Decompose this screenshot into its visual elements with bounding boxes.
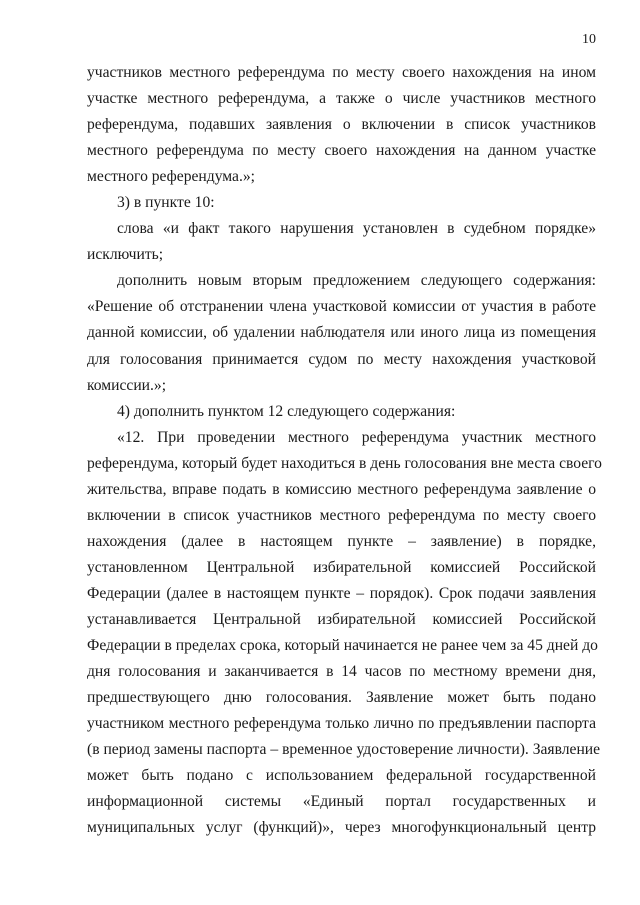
text-line: слова «и факт такого нарушения установлен в судебном порядке» — [117, 220, 596, 238]
text-line: жительства, вправе подать в комиссию местного референдума заявление о — [87, 480, 596, 498]
text-line: (в период замены паспорта – временное удостоверение личности). Заявление — [87, 741, 601, 759]
text-line: исключить; — [87, 246, 164, 264]
text-line: нахождения (далее в настоящем пункте – заявление) в порядке, — [87, 532, 596, 550]
text-line: «Решение об отстранении члена участковой комиссии от участия в работе — [87, 298, 596, 316]
text-line: референдума, подавших заявления о включении в список участников — [87, 116, 596, 134]
text-line: включении в список участников местного референдума по месту своего — [87, 506, 596, 524]
text-line: участников местного референдума по месту своего нахождения на ином — [87, 64, 596, 81]
text-line: устанавливается Центральной избирательной комиссией Российской — [87, 610, 596, 628]
text-line: участке местного референдума, а также о числе участников местного — [87, 90, 596, 108]
text-line: участником местного референдума только лично по предъявлении паспорта — [87, 715, 596, 733]
text-line: «12. При проведении местного референдума участник местного — [117, 428, 596, 446]
text-line: может быть подано с использованием федеральной государственной — [87, 767, 596, 785]
text-line: для голосования принимается судом по месту нахождения участковой — [87, 350, 596, 368]
text-line: установленном Центральной избирательной комиссией Российской — [87, 558, 596, 576]
text-line: дня голосования и заканчивается в 14 часов по местному времени дня, — [87, 663, 596, 681]
text-line: данной комиссии, об удалении наблюдателя или иного лица из помещения — [87, 324, 596, 342]
text-line: Федерации (далее в настоящем пункте – порядок). Срок подачи заявления — [87, 584, 596, 602]
text-line: 3) в пункте 10: — [117, 194, 215, 212]
text-line: муниципальных услуг (функций)», через многофункциональный центр — [87, 819, 596, 837]
text-line: 4) дополнить пунктом 12 следующего содержания: — [117, 402, 456, 420]
text-line: комиссии.»; — [87, 376, 167, 394]
text-line: местного референдума.»; — [87, 168, 255, 186]
text-line: местного референдума по месту своего нахождения на данном участке — [87, 142, 596, 160]
document-body — [87, 60, 602, 841]
text-line: референдума, который будет находиться в день голосования вне места своего — [87, 454, 602, 472]
text-line: Федерации в пределах срока, который начинается не ранее чем за 45 дней до — [87, 637, 598, 655]
text-line: предшествующего дню голосования. Заявление может быть подано — [87, 689, 596, 707]
page-number: 10 — [582, 32, 596, 47]
text-line: информационной системы «Единый портал государственных и — [87, 793, 596, 811]
text-line: дополнить новым вторым предложением следующего содержания: — [117, 272, 596, 290]
